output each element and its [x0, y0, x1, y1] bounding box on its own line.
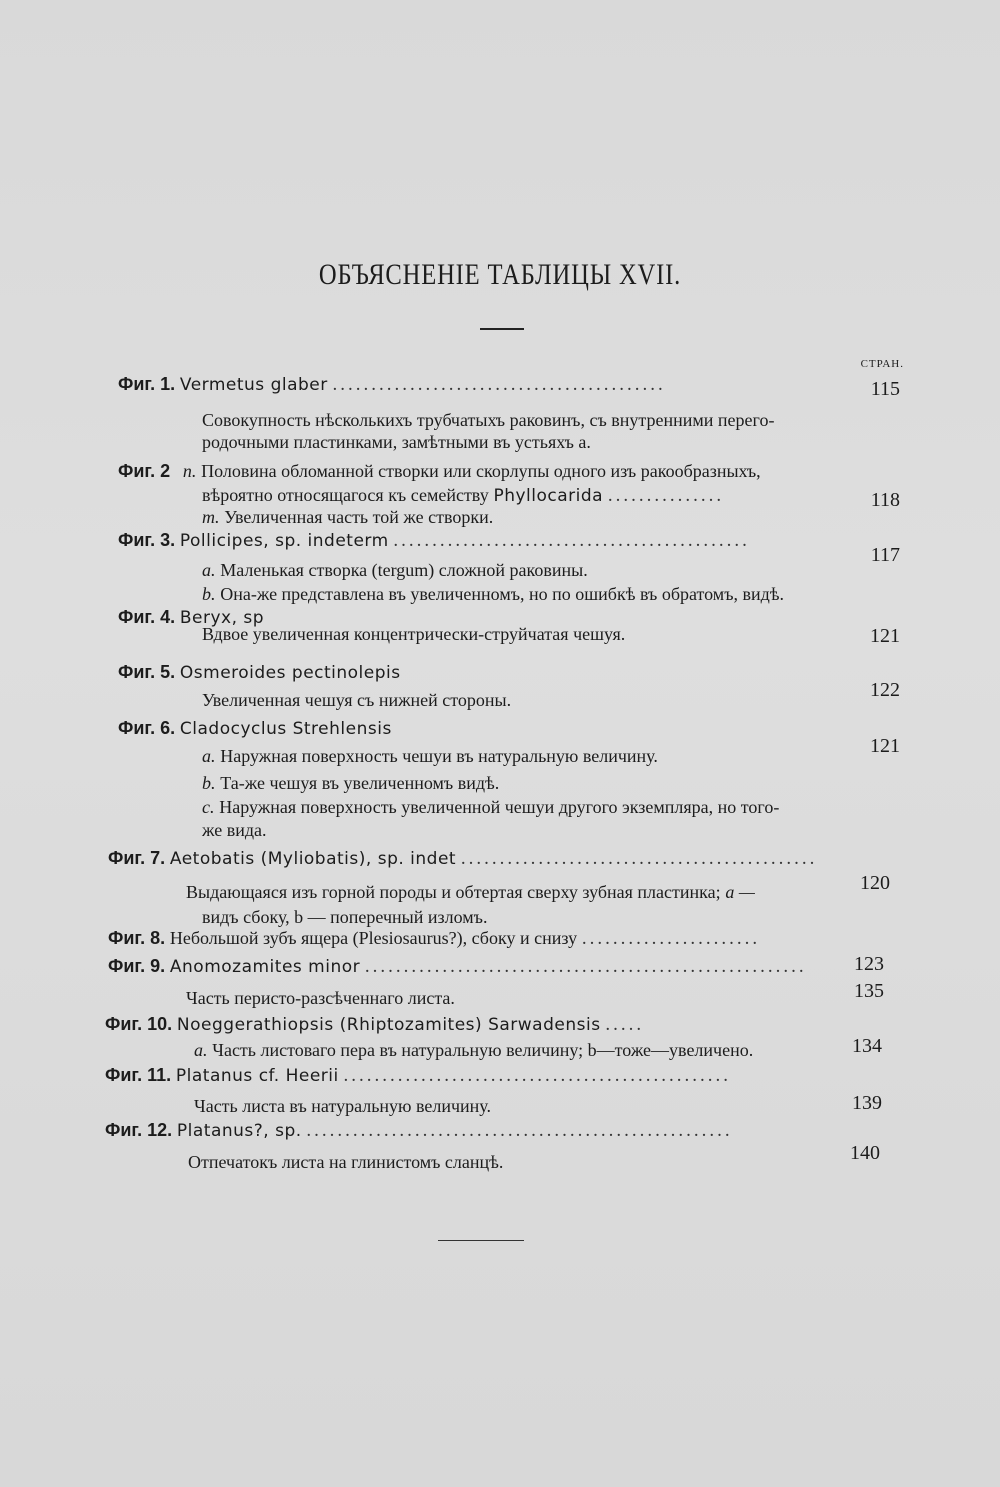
taxon-name: Vermetus glaber [179, 375, 328, 395]
closing-rule [438, 1240, 524, 1241]
item-letter: b. [202, 584, 216, 604]
item-letter: c. [202, 797, 215, 817]
taxon-name: Beryx, sp [179, 608, 265, 628]
item-letter: a. [202, 746, 216, 766]
taxon-name: Pollicipes, sp. indeterm [179, 531, 389, 551]
item-letter: a. [202, 560, 216, 580]
item-letter: b. [202, 773, 216, 793]
taxon-name: Aetobatis (Myliobatis), sp. indet [169, 849, 457, 869]
sub-item [202, 773, 1000, 795]
entry-fig-3 [118, 530, 918, 552]
fig-label: Фиг. 1. [118, 374, 176, 394]
entry-fig-8 [108, 928, 908, 950]
fig-label: Фиг. 12. [105, 1120, 173, 1140]
fig-label: Фиг. 8. [108, 928, 166, 948]
description-line: Часть перисто-разсѣченнаго листа. [186, 988, 455, 1008]
entry-fig-2 [118, 461, 918, 483]
description-text: Та-же чешуя въ увеличенномъ видѣ. [220, 773, 500, 793]
description-line: видъ сбоку, b — поперечный изломъ. [202, 907, 488, 927]
page-number: 117 [870, 544, 900, 566]
description-text: Наружная поверхность увеличенной чешуи другого экземпляра, но того- [219, 797, 780, 817]
page-number: 121 [870, 735, 900, 757]
fig-label: Фиг. 3. [118, 530, 176, 550]
leader-dots: .............................................. [460, 848, 818, 869]
page-number: 139 [852, 1092, 882, 1114]
taxon-name: Platanus?, sp. [176, 1121, 302, 1141]
leader-dots: ........................................... [332, 374, 666, 395]
taxon-name: Noeggerathiopsis (Rhiptozamites) Sarwadensis [176, 1015, 601, 1035]
item-letter: n. [182, 461, 197, 481]
page-number: 121 [870, 625, 900, 647]
leader-dots: ....................................................... [306, 1120, 733, 1141]
entry-fig-9 [108, 956, 908, 978]
description-line: же вида. [202, 820, 267, 840]
fig-label: Фиг. 9. [108, 956, 166, 976]
sub-item [202, 507, 1000, 529]
description-text: Выдающаяся изъ горной породы и обтертая сверху зубная пластинка; [186, 882, 721, 902]
sub-item [202, 584, 1000, 606]
leader-dots: ............... [607, 485, 725, 506]
taxon-name: Cladocyclus Strehlensis [179, 719, 392, 739]
entry-fig-7 [108, 848, 908, 870]
entry-fig-12 [105, 1120, 905, 1142]
description-text: Часть листоваго пера въ натуральную величину; b—тоже—увеличено. [212, 1040, 754, 1060]
page-title: ОБЪЯСНЕНІЕ ТАБЛИЦЫ XVII. [318, 258, 682, 291]
description-text: Наружная поверхность чешуи въ натуральную величину. [220, 746, 658, 766]
item-letter: a. [194, 1040, 208, 1060]
description-line [186, 882, 986, 904]
description-line: Часть листа въ натуральную величину. [194, 1096, 492, 1116]
description-line: Совокупность нѣсколькихъ трубчатыхъ раковинъ, съ внутренними перего- [202, 410, 775, 430]
description-line: Половина обломанной створки или скорлупы одного изъ ракообразныхъ, [201, 461, 761, 481]
entry-fig-11 [105, 1065, 905, 1087]
description-text: Небольшой зубъ ящера (Plesiosaurus?), сбоку и снизу [169, 928, 578, 948]
page-number: 135 [854, 980, 884, 1002]
description-line: Отпечатокъ листа на глинистомъ сланцѣ. [188, 1152, 504, 1172]
description-text: вѣроятно относящагося къ семейству [202, 485, 489, 505]
item-letter: m. [202, 507, 220, 527]
leader-dots: ..... [605, 1014, 645, 1035]
page-column-header: СТРАН. [860, 358, 904, 370]
fig-label: Фиг. 4. [118, 607, 176, 627]
taxon-name: Platanus cf. Heerii [175, 1066, 339, 1086]
taxon-name: Phyllocarida [493, 486, 604, 506]
fig-label: Фиг. 6. [118, 718, 176, 738]
sub-item [202, 746, 1000, 768]
sub-item [194, 1040, 994, 1062]
page-number: 118 [870, 489, 900, 511]
sub-item [202, 560, 1000, 582]
page-number: 122 [870, 679, 900, 701]
entry-fig-1 [118, 374, 898, 396]
page-number: 115 [870, 378, 900, 400]
description-text: Маленькая створка (tergum) сложной раковины. [220, 560, 588, 580]
taxon-name: Osmeroides pectinolepis [179, 663, 401, 683]
leader-dots: .................................................. [343, 1065, 731, 1086]
fig-label: Фиг. 11. [105, 1065, 172, 1085]
description-text: Увеличенная часть той же створки. [224, 507, 494, 527]
fig-label: Фиг. 10. [105, 1014, 173, 1034]
entry-fig-10 [105, 1014, 905, 1036]
page-number: 134 [852, 1035, 882, 1057]
page-number: 140 [850, 1142, 880, 1164]
description-text: Она-же представлена въ увеличенномъ, но по ошибкѣ въ обратомъ, видѣ. [220, 584, 785, 604]
description-text: Вдвое увеличенная концентрически-струйчатая чешуя. [202, 624, 626, 644]
description-text: a — [725, 882, 755, 902]
sub-item [202, 797, 1000, 819]
leader-dots: .............................................. [393, 530, 750, 551]
page-number: 123 [854, 953, 884, 975]
leader-dots: ......................................................... [364, 956, 807, 977]
fig-label: Фиг. 7. [108, 848, 166, 868]
taxon-name: Anomozamites minor [169, 957, 361, 977]
leader-dots: ....................... [581, 928, 761, 949]
entry-fig-5 [118, 662, 918, 684]
fig-label: Фиг. 5. [118, 662, 176, 682]
fig-label: Фиг. 2 [118, 461, 171, 481]
description-line: родочными пластинками, замѣтными въ устьяхъ a. [202, 432, 591, 452]
description-line [202, 690, 1000, 712]
page-number: 120 [860, 872, 890, 894]
description-text: Увеличенная чешуя съ нижней стороны. [202, 690, 512, 710]
title-rule [480, 328, 524, 330]
entry-fig-6 [118, 718, 918, 740]
